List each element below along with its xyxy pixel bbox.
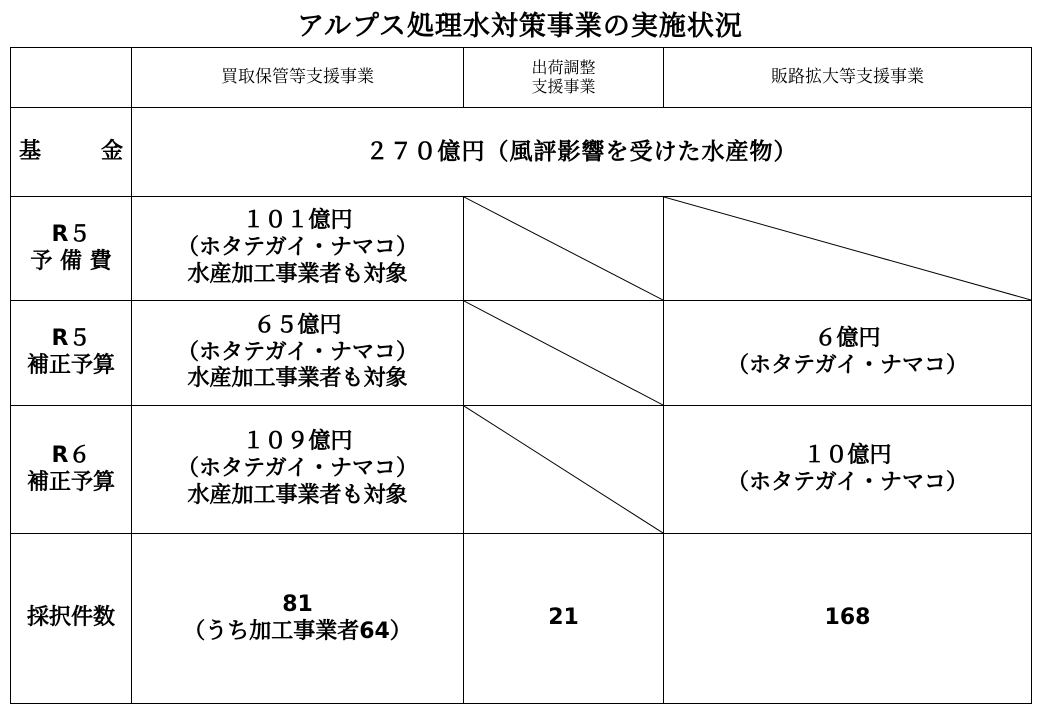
- cell-r5-reserve-purchase: [132, 197, 464, 301]
- diagonal-slash: [464, 197, 663, 300]
- amount-text: １０億円: [803, 442, 892, 468]
- cell-r6-supp-shipment-empty: [464, 406, 664, 534]
- cell-r5-supp-shipment-empty: [464, 301, 664, 406]
- cell-r5-reserve-shipment-empty: [464, 197, 664, 301]
- count-text: 21: [548, 605, 579, 631]
- row-label-line2: 予 備 費: [30, 248, 112, 274]
- status-table: [10, 47, 1032, 704]
- header-purchase-storage-label: 買取保管等支援事業: [221, 67, 374, 88]
- cell-r5-supp-market: [664, 301, 1032, 406]
- page-title: アルプス処理水対策事業の実施状況: [297, 11, 743, 42]
- header-shipment-adjust-line2: 支援事業: [531, 76, 596, 96]
- cell-r6-supp-market: [664, 406, 1032, 534]
- diagonal-slash: [464, 301, 663, 405]
- fund-label-char1: 基: [19, 138, 42, 164]
- species-text: （ホタテガイ・ナマコ）: [177, 339, 418, 365]
- row-label-line1: R６: [51, 442, 91, 468]
- diagonal-slash: [664, 197, 1031, 300]
- row-label-r5-reserve: [10, 197, 132, 301]
- species-text: （ホタテガイ・ナマコ）: [727, 469, 968, 495]
- cell-r6-supp-purchase: [132, 406, 464, 534]
- amount-text: ６億円: [814, 326, 881, 352]
- fund-label: [10, 108, 132, 197]
- species-text: （ホタテガイ・ナマコ）: [177, 456, 418, 482]
- diagonal-slash: [464, 406, 663, 533]
- scope-note: 水産加工事業者も対象: [187, 261, 408, 287]
- row-label-line1: R５: [51, 221, 91, 247]
- amount-text: １０１億円: [242, 208, 353, 234]
- row-label-adopted-count: [10, 534, 132, 704]
- row-label-r5-supplementary: [10, 301, 132, 406]
- header-corner-cell: [10, 47, 132, 108]
- fund-label-char2: 金: [100, 138, 123, 164]
- cell-adopted-market: [664, 534, 1032, 704]
- amount-text: ６５億円: [253, 312, 342, 338]
- scope-note: 水産加工事業者も対象: [187, 366, 408, 392]
- cell-adopted-purchase: [132, 534, 464, 704]
- row-label-line2: 補正予算: [26, 353, 115, 378]
- header-market-expansion: [664, 47, 1032, 108]
- scope-note: 水産加工事業者も対象: [187, 482, 408, 508]
- species-text: （ホタテガイ・ナマコ）: [177, 235, 418, 261]
- row-label-line2: 補正予算: [26, 469, 115, 495]
- amount-text: １０９億円: [242, 429, 353, 455]
- cell-r5-reserve-market-empty: [664, 197, 1032, 301]
- species-text: （ホタテガイ・ナマコ）: [727, 353, 968, 378]
- cell-adopted-shipment: [464, 534, 664, 704]
- header-market-expansion-label: 販路拡大等支援事業: [771, 67, 924, 88]
- count-text: 81: [282, 591, 313, 617]
- count-note: （うち加工事業者64）: [183, 618, 412, 644]
- row-label-r6-supplementary: [10, 406, 132, 534]
- row-label-text: 採択件数: [26, 605, 115, 631]
- row-label-line1: R５: [51, 326, 91, 352]
- fund-value: [132, 108, 1032, 197]
- cell-r5-supp-purchase: [132, 301, 464, 406]
- header-purchase-storage: [132, 47, 464, 108]
- header-shipment-adjust: [464, 47, 664, 108]
- fund-value-text: ２７０億円（風評影響を受けた水産物）: [365, 138, 798, 165]
- header-shipment-adjust-line1: 出荷調整: [531, 58, 596, 78]
- count-text: 168: [824, 605, 871, 631]
